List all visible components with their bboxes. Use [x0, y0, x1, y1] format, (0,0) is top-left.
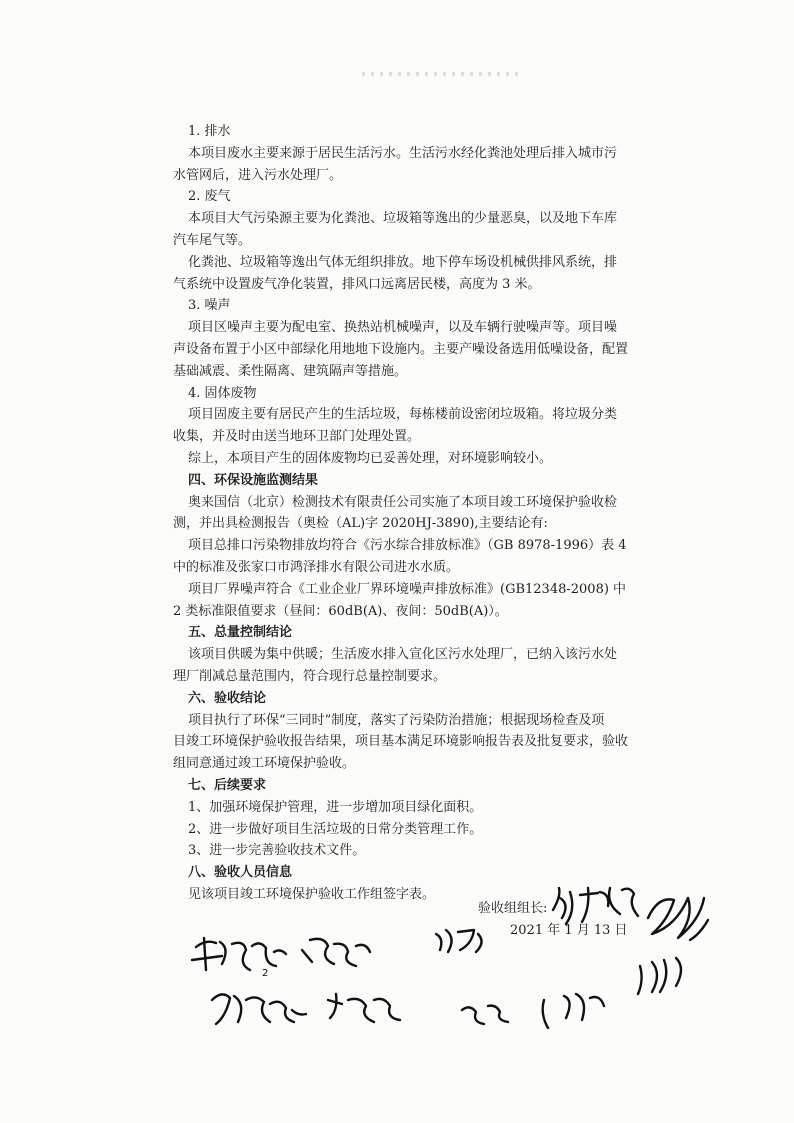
- section-heading: 五、总量控制结论: [188, 625, 293, 641]
- text-line: 综上，本项目产生的固体废物均已妥善处理，对环境影响较小。: [188, 450, 553, 466]
- signature-right-large: [648, 898, 708, 940]
- text-line: 本项目废水主要来源于居民生活污水。生活污水经化粪池处理后排入城市污: [188, 145, 618, 161]
- text-line: 2. 废气: [188, 189, 231, 205]
- signoff-date: 2021 年 1 月 13 日: [510, 923, 628, 938]
- text-line: 理厂削减总量范围内，符合现行总量控制要求。: [173, 668, 447, 684]
- text-line: 该项目供暖为集中供暖；生活废水排入宣化区污水处理厂，已纳入该污水处: [188, 647, 618, 663]
- text-line: 本项目大气污染源主要为化粪池、垃圾箱等逸出的少量恶臭，以及地下车库: [188, 211, 618, 227]
- text-line: 项目固废主要有居民产生的生活垃圾，每栋楼前设密闭垃圾箱。将垃圾分类: [188, 407, 618, 423]
- signature-7: [543, 994, 604, 1028]
- text-line: 2、进一步做好项目生活垃圾的日常分类管理工作。: [188, 821, 483, 837]
- signature-1: [192, 938, 286, 970]
- text-line: 目竣工环境保护验收报告结果，项目基本满足环境影响报告表及批复要求，验收: [173, 734, 629, 750]
- text-line: 中的标准及张家口市鸿泽排水有限公司进水水质。: [173, 559, 460, 575]
- text-line: 见该项目竣工环境保护验收工作组签字表。: [188, 886, 436, 902]
- text-line: 项目执行了环保“三同时”制度，落实了污染防治措施；根据现场检查及项: [188, 712, 605, 728]
- section-heading: 四、环保设施监测结果: [188, 472, 319, 488]
- text-line: 3、进一步完善验收技术文件。: [188, 843, 366, 859]
- text-line: 4. 固体废物: [188, 385, 257, 401]
- text-line: 奥来国信（北京）检测技术有限责任公司实施了本项目竣工环境保护验收检: [188, 494, 618, 510]
- signature-8: [638, 958, 681, 994]
- text-line: 1. 排水: [188, 124, 231, 139]
- text-line: 气系统中设置废气净化装置，排风口远离居民楼，高度为 3 米。: [173, 276, 541, 292]
- section-heading: 七、后续要求: [188, 777, 267, 793]
- text-line: 化粪池、垃圾箱等逸出气体无组织排放。地下停车场设机械供排风系统，排: [188, 254, 618, 270]
- signature-footnote-mark: 2: [262, 968, 269, 979]
- signature-2: [302, 939, 370, 966]
- text-line: 声设备布置于小区中部绿化用地地下设施内。主要产噪设备选用低噪设备，配置: [173, 341, 629, 357]
- text-line: 测，并出具检测报告（奥检（AL)字 2020HJ-3890),主要结论有:: [173, 516, 548, 532]
- signature-4: [212, 994, 306, 1024]
- text-line: 项目厂界噪声符合《工业企业厂界环境噪声排放标准》(GB12348-2008) 中: [188, 581, 627, 597]
- text-line: 水管网后，进入污水处理厂。: [173, 167, 343, 183]
- text-line: 汽车尾气等。: [173, 232, 252, 248]
- signature-6: [462, 1006, 508, 1024]
- text-line: 2 类标准限值要求（昼间：60dB(A)、夜间：50dB(A)）。: [173, 603, 508, 619]
- leader-label: 验收组组长:: [478, 901, 548, 916]
- section-heading: 八、验收人员信息: [188, 865, 293, 881]
- section-heading: 六、验收结论: [188, 690, 267, 706]
- text-line: 3. 噪声: [188, 298, 231, 314]
- signature-5: [328, 994, 400, 1022]
- text-line: 组同意通过竣工环境保护验收。: [173, 756, 356, 772]
- leader-signature: [553, 888, 638, 924]
- text-line: 收集，并及时由送当地环卫部门处理处置。: [173, 429, 421, 445]
- text-line: 基础减震、柔性隔离、建筑隔声等措施。: [173, 363, 408, 379]
- text-line: 1、加强环境保护管理，进一步增加项目绿化面积。: [188, 799, 483, 815]
- signature-3: [436, 930, 482, 952]
- text-line: 项目区噪声主要为配电室、换热站机械噪声，以及车辆行驶噪声等。项目噪: [188, 320, 618, 336]
- text-line: 项目总排口污染物排放均符合《污水综合排放标准》（GB 8978-1996）表 4: [188, 538, 627, 554]
